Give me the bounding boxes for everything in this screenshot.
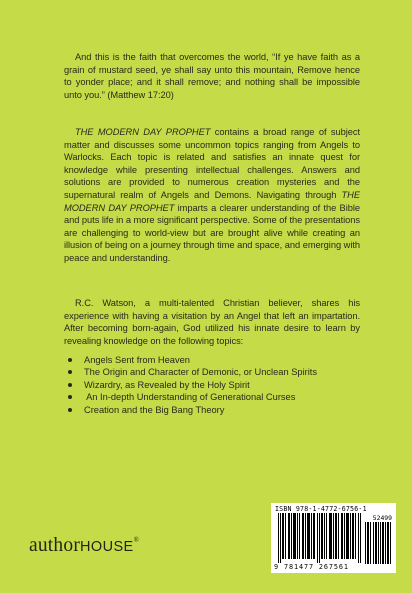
barcode-bars-addon (365, 522, 392, 564)
topic-text: The Origin and Character of Demonic, or Unclean Spirits (84, 367, 318, 378)
registered-mark: ® (133, 536, 140, 544)
ean-digits: 9 781477 267561 (274, 563, 349, 571)
topic-text: Wizardry, as Revealed by the Holy Spirit (84, 379, 250, 390)
publisher-logo-house: HOUSE (80, 539, 134, 555)
list-item (64, 404, 360, 416)
bullet-icon (68, 358, 72, 362)
scripture-quote-paragraph: And this is the faith that overcomes the world, “If ye have faith as a grain of mustard seed, ye shall say unto this mountain, Remove hence to yonder place; and it shall remove; and nothing shall be impossible unto you.” (Matthew 17:20) (64, 52, 360, 100)
description-text-part1: contains a broad range of subject matter and discusses some uncommon topics ranging from Angels to Warlocks. Each topic is related and satisfies an innate quest for knowledge while presenting intellectual challenges. Answers and solutions are provided to numerous creation mysteries and the supernatural realm of Angels and Demons. Navigating through (64, 127, 360, 200)
bullet-icon (68, 383, 72, 387)
description-text-part2: imparts a clearer understanding of the Bible and puts life in a more significant perspective. Some of the presentations are challenging to world-view but are brought alive while creating an illusion of being on a journey through time and space, and emerging with peace and understanding. (64, 202, 360, 263)
bullet-icon (68, 395, 72, 399)
topic-text: Creation and the Big Bang Theory (84, 404, 225, 415)
topic-text: Angels Sent from Heaven (84, 355, 190, 365)
bullet-icon (68, 408, 72, 412)
book-title-mention: THE MODERN DAY PROPHET (64, 189, 360, 213)
description-paragraph (64, 126, 360, 265)
list-item (64, 354, 360, 366)
isbn-label: ISBN 978-1-4772-6756-1 (275, 505, 367, 513)
isbn-barcode (271, 503, 396, 573)
price-code: 52499 (372, 514, 392, 522)
publisher-logo (29, 535, 139, 557)
list-item (64, 391, 360, 403)
publisher-logo-author: author (29, 535, 81, 556)
author-paragraph: R.C. Watson, a multi-talented Christian believer, shares his experience with having a visitation by an Angel that left an impartation. After becoming born-again, God utilized his innate desire to learn by revealing knowledge on the following topics: (64, 298, 360, 346)
topic-text: An In-depth Understanding of Generational Curses (84, 392, 296, 403)
barcode-bars-main (278, 513, 362, 563)
list-item (64, 379, 360, 391)
list-item (64, 366, 360, 378)
bullet-icon (68, 370, 72, 374)
book-title-mention: THE MODERN DAY PROPHET (75, 127, 211, 137)
topics-list (64, 354, 360, 416)
